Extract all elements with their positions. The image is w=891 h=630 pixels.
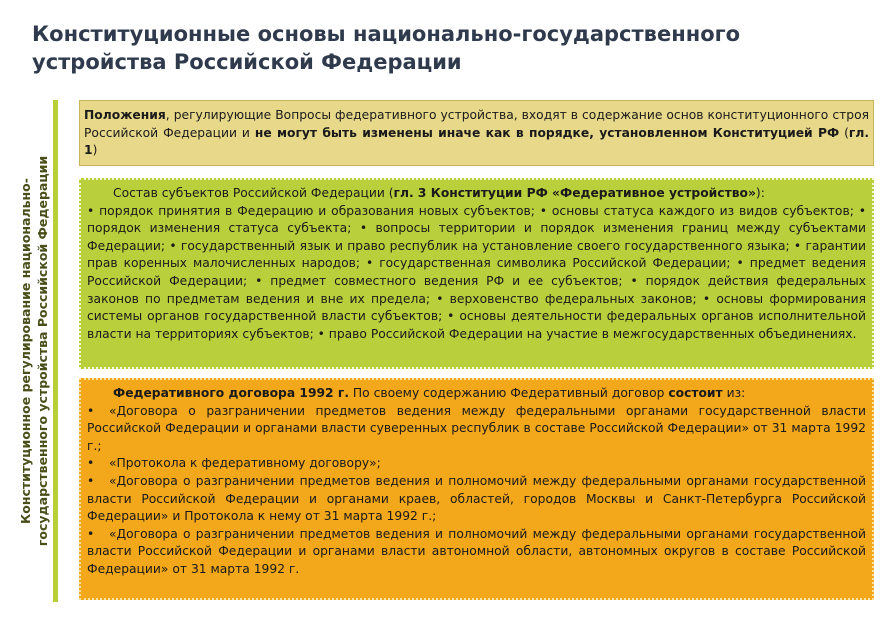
treaty-item-text: «Протокола к федеративному договору»; <box>109 456 381 471</box>
federal-treaty-lead-text: По своему содержанию Федеративный договор <box>349 386 669 400</box>
federal-structure-lead-end: ): <box>755 186 765 200</box>
federal-structure-lead <box>87 185 866 203</box>
bullet-icon: • <box>87 456 95 471</box>
federal-treaty-lead-end: из: <box>722 386 746 400</box>
principles-bold-2: не могут быть изменены иначе как в порядке, установленном Конституцией РФ <box>254 125 840 140</box>
federal-structure-lead-bold: гл. 3 Конституции РФ «Федеративное устройство» <box>393 186 756 200</box>
treaty-item-2 <box>87 455 866 473</box>
principles-box <box>79 100 874 166</box>
treaty-item-4 <box>87 526 866 579</box>
federal-structure-box <box>79 178 874 369</box>
bullet-icon: • <box>87 526 95 541</box>
federal-treaty-lead-bold: Федеративного договора 1992 г. <box>113 386 349 400</box>
principles-bold-1: Положения <box>84 108 166 122</box>
federal-treaty-box <box>79 378 874 600</box>
treaty-item-text: «Договора о разграничении предметов ведения между федеральными органами государственной власти Российской Федерации и органами власти суверенных республик в составе Российской Федерации» от 31 марта 1992 г.; <box>87 403 866 453</box>
principles-text-2: ( <box>839 125 849 140</box>
principles-bold-3: гл. 1 <box>84 125 869 158</box>
treaty-item-3 <box>87 473 866 526</box>
bullet-icon: • <box>87 403 95 418</box>
sidebar-label-line-1: Конституционное регулирование национально- <box>18 178 33 524</box>
treaty-item-text: «Договора о разграничении предметов ведения и полномочий между федеральными органами государственной власти Российской Федерации и органами власти автономной области, автономных округов в составе Российской Федерации» от 31 марта 1992 г. <box>87 526 866 576</box>
sidebar-label-line-2: государственного устройства Российской Федерации <box>35 155 50 547</box>
federal-treaty-lead <box>87 385 866 403</box>
federal-structure-lead-text: Состав субъектов Российской Федерации ( <box>113 186 394 200</box>
sidebar-accent-bar <box>53 100 58 602</box>
treaty-item-text: «Договора о разграничении предметов ведения и полномочий между федеральными органами государственной власти Российской Федерации и органами краев, областей, городов Москвы и Санкт-Петербурга Российской Федерации» и Протокола к нему от 31 марта 1992 г.; <box>87 473 866 524</box>
principles-text-3: ) <box>92 143 98 158</box>
federal-treaty-lead-bold-2: состоит <box>668 386 723 400</box>
treaty-item-1 <box>87 403 866 456</box>
page-title: Конституционные основы национально-государственного устройства Российской Федерации <box>32 22 741 74</box>
bullet-icon: • <box>87 473 95 488</box>
sidebar-vertical-label <box>13 100 58 602</box>
federal-structure-body: • порядок принятия в Федерацию и образования новых субъектов; • основы статуса каждого из видов субъектов; • порядок изменения статуса субъекта; • вопросы территории и порядок изменения границ между субъектами Федерации; • государственный язык и право республик на установление своего государственного языка; • гарантии прав коренных малочисленных народов; • государственная символика Российской Федерации; • предмет ведения Российской Федерации; • предмет совместного ведения РФ и ее субъектов; • порядок действия федеральных законов по предметам ведения и вне их предела; • верховенство федеральных законов; • основы формирования системы органов государственной власти субъектов; • основы деятельности федеральных органов исполнительной власти на территориях субъектов; • право Российской Федерации на участие в межгосударственных объединениях. <box>87 203 866 341</box>
sidebar-label <box>17 106 51 596</box>
principles-text-1: , регулирующие Вопросы федеративного устройства, входят в содержание основ конституционного строя Российской Федерации и <box>84 108 869 140</box>
